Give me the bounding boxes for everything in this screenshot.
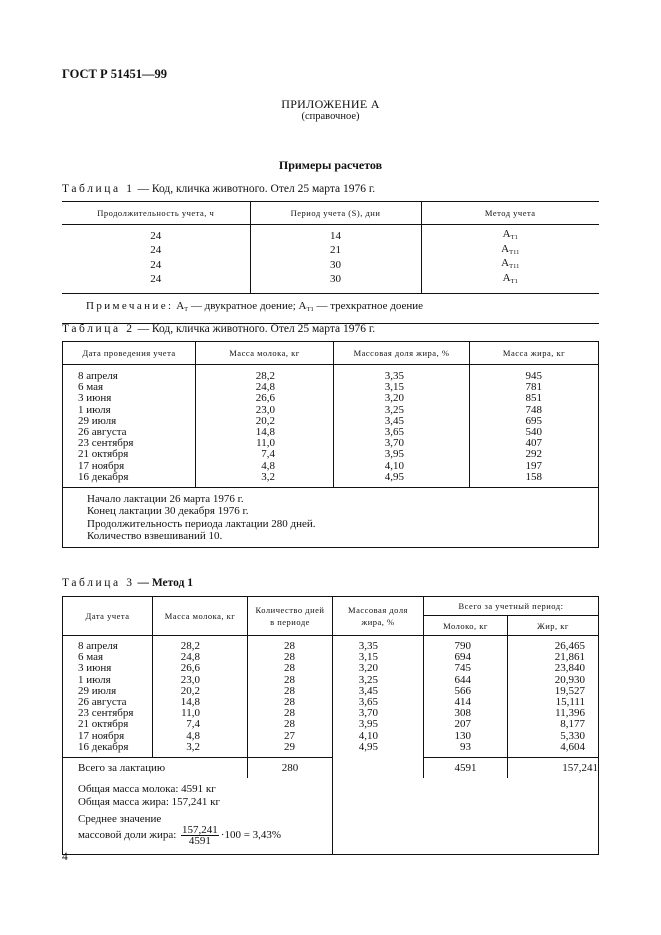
column-group-header: Всего за учетный период: — [424, 597, 599, 616]
column-header: Молоко, кг — [424, 616, 508, 636]
column-header: Массовая доля жира, % — [334, 342, 470, 365]
fat-cell: 407 — [470, 438, 599, 449]
date-cell: 6 мая — [78, 651, 104, 664]
date-cell: 6 мая — [78, 381, 104, 394]
total-fat-cell: 20,930 — [508, 675, 599, 686]
fat-pct-cell: 3,15 — [334, 382, 470, 393]
date-cell: 8 апреля — [78, 640, 118, 652]
table-row — [63, 708, 599, 719]
period-cell: 30 — [250, 273, 421, 294]
days-cell: 28 — [248, 719, 333, 730]
fat-pct-cell: 3,35 — [333, 636, 424, 653]
column-header: Масса молока, кг — [153, 597, 248, 636]
avg-label: массовой доли жира: — [78, 829, 177, 842]
method-cell — [421, 225, 599, 244]
fat-pct-cell: 3,20 — [333, 663, 424, 674]
date-cell: 1 июля — [78, 673, 111, 686]
column-header: Продолжительность учета, ч — [62, 202, 250, 225]
milk-cell: 4,8 — [153, 731, 248, 742]
total-fat-cell: 11,396 — [508, 708, 599, 719]
milk-cell: 20,2 — [153, 686, 248, 697]
milk-cell: 23,0 — [196, 405, 334, 416]
date-cell: 16 декабря — [78, 470, 129, 483]
date-cell: 29 июля — [78, 684, 117, 697]
fat-pct-cell: 4,10 — [333, 731, 424, 742]
note-text: — двукратное доение; — [190, 300, 296, 312]
total-fat-cell: 15,111 — [508, 697, 599, 708]
method-cell — [421, 258, 599, 273]
table1-caption-text: — Код, кличка животного. Отел 25 марта 1976 г. — [137, 183, 376, 195]
method-sub: T11 — [509, 248, 520, 256]
method-code: A — [502, 271, 511, 284]
duration-cell: 24 — [150, 244, 162, 256]
avg-formula — [78, 825, 598, 846]
milk-cell: 26,6 — [153, 663, 248, 674]
note-code-sub: T1 — [306, 306, 314, 313]
milk-cell: 24,8 — [153, 652, 248, 663]
fat-pct-cell: 4,95 — [333, 742, 424, 758]
table1 — [62, 201, 599, 324]
total-milk-cell: 694 — [424, 652, 508, 663]
method-code: A — [501, 257, 510, 269]
date-cell: 17 ноября — [78, 729, 125, 742]
date-cell: 17 ноября — [78, 459, 125, 472]
method-cell — [421, 244, 599, 259]
milk-cell: 20,2 — [196, 416, 334, 427]
days-cell: 29 — [248, 742, 333, 758]
fat-cell: 851 — [470, 393, 599, 404]
appendix-title: ПРИЛОЖЕНИЕ А — [281, 97, 380, 111]
days-cell: 28 — [248, 636, 333, 653]
date-cell: 1 июля — [78, 403, 111, 416]
table-row — [63, 416, 599, 427]
note-code-sub: T — [184, 306, 189, 313]
milk-cell: 7,4 — [153, 719, 248, 730]
days-cell: 27 — [248, 731, 333, 742]
milk-cell: 14,8 — [153, 697, 248, 708]
note-label: Примечание: — [86, 300, 174, 312]
period-cell: 14 — [250, 225, 421, 244]
total-days: 280 — [248, 758, 333, 779]
fat-pct-cell: 3,15 — [333, 652, 424, 663]
duration-cell: 24 — [150, 229, 162, 242]
table-row — [63, 365, 599, 383]
date-cell: 23 сентября — [78, 707, 134, 720]
date-cell: 3 июня — [78, 662, 112, 675]
table-row — [63, 438, 599, 449]
fat-pct-cell: 4,10 — [334, 461, 470, 472]
date-cell: 3 июня — [78, 392, 112, 405]
table-row — [62, 225, 599, 244]
column-header: Жир, кг — [508, 616, 599, 636]
total-milk-cell: 207 — [424, 719, 508, 730]
fat-cell: 540 — [470, 427, 599, 438]
summary-line: Продолжительность периода лактации 280 дней. — [87, 517, 316, 530]
table-row — [62, 244, 599, 259]
fat-cell: 158 — [470, 472, 599, 488]
method-sub: T1 — [510, 277, 518, 285]
milk-cell: 3,2 — [153, 742, 248, 758]
fat-pct-cell: 3,25 — [333, 675, 424, 686]
date-cell: 23 сентября — [78, 437, 134, 450]
table-row — [63, 663, 599, 674]
table-row — [63, 652, 599, 663]
table-row — [63, 461, 599, 472]
page-number: 4 — [62, 851, 68, 863]
method-code: A — [501, 242, 510, 255]
fraction — [181, 825, 219, 846]
formula-result: ·100 = 3,43% — [220, 829, 282, 842]
fat-pct-cell: 3,70 — [334, 438, 470, 449]
table2-caption-text: — Код, кличка животного. Отел 25 марта 1976 г. — [137, 323, 376, 335]
total-fat-cell: 8,177 — [508, 719, 599, 730]
date-cell: 16 декабря — [78, 740, 129, 753]
denominator: 4591 — [188, 835, 211, 848]
table3-footer — [63, 778, 599, 854]
fat-pct-cell: 4,95 — [334, 472, 470, 488]
table-row — [63, 427, 599, 438]
table2 — [62, 341, 599, 548]
fat-pct-cell: 3,65 — [334, 427, 470, 438]
table-row — [62, 258, 599, 273]
table3 — [62, 596, 599, 855]
table-row — [63, 697, 599, 708]
date-cell: 26 августа — [78, 426, 127, 439]
method-cell — [421, 273, 599, 294]
column-header: Период учета (S), дни — [250, 202, 421, 225]
table-row — [63, 382, 599, 393]
total-fat-cell: 23,840 — [508, 663, 599, 674]
table2-caption — [62, 323, 375, 335]
fat-cell: 748 — [470, 405, 599, 416]
total-fat: 157,241 — [508, 758, 599, 779]
fat-cell: 781 — [470, 382, 599, 393]
milk-cell: 26,6 — [196, 393, 334, 404]
duration-cell: 24 — [150, 273, 162, 285]
table1-caption-label: Таблица 1 — [62, 183, 135, 195]
column-header: Дата учета — [63, 597, 153, 636]
total-milk-cell: 93 — [424, 742, 508, 758]
days-cell: 28 — [248, 675, 333, 686]
date-cell: 8 апреля — [78, 370, 118, 382]
method-code: A — [502, 228, 511, 240]
section-heading: Примеры расчетов — [278, 158, 383, 172]
fat-pct-cell: 3,95 — [334, 449, 470, 460]
note-code: A — [298, 300, 307, 312]
document-header: ГОСТ Р 51451—99 — [62, 67, 168, 81]
fat-pct-cell: 3,35 — [334, 365, 470, 383]
total-milk-cell: 566 — [424, 686, 508, 697]
date-cell: 29 июля — [78, 414, 117, 427]
note-code: A — [176, 300, 185, 312]
column-header: Масса молока, кг — [196, 342, 334, 365]
total-label: Всего за лактацию — [63, 758, 248, 779]
days-cell: 28 — [248, 708, 333, 719]
total-fat-cell: 4,604 — [508, 742, 599, 758]
fat-cell: 292 — [470, 449, 599, 460]
summary-line: Начало лактации 26 марта 1976 г. — [87, 493, 244, 506]
fat-pct-cell: 3,20 — [334, 393, 470, 404]
table-row — [63, 636, 599, 653]
column-header: Массовая доля жира, % — [333, 597, 424, 636]
table-row — [63, 472, 599, 488]
table3-caption-label: Таблица 3 — [62, 577, 135, 589]
period-cell: 21 — [250, 244, 421, 259]
fat-pct-cell: 3,65 — [333, 697, 424, 708]
days-cell: 28 — [248, 663, 333, 674]
numerator: 157,241 — [182, 824, 218, 837]
table-header-row — [62, 202, 599, 225]
table3-caption-text: — Метод 1 — [137, 577, 194, 589]
fat-pct-cell: 3,45 — [334, 416, 470, 427]
total-row — [63, 758, 599, 779]
total-milk-cell: 644 — [424, 675, 508, 686]
table-row — [63, 405, 599, 416]
table-header-row — [63, 597, 599, 616]
table-row — [63, 675, 599, 686]
summary-line: Количество взвешиваний 10. — [87, 529, 223, 542]
total-milk-cell: 308 — [424, 708, 508, 719]
table-header-row — [63, 342, 599, 365]
milk-cell: 3,2 — [196, 472, 334, 488]
fat-total-line: Общая масса жира: 157,241 кг — [78, 795, 221, 808]
milk-total-line: Общая масса молока: 4591 кг — [78, 783, 216, 796]
method-sub: T11 — [509, 263, 520, 270]
total-milk-cell: 414 — [424, 697, 508, 708]
fat-cell: 197 — [470, 461, 599, 472]
duration-cell: 24 — [150, 258, 162, 271]
milk-cell: 4,8 — [196, 461, 334, 472]
total-milk: 4591 — [424, 758, 508, 779]
date-cell: 21 октября — [78, 718, 129, 731]
table3-caption — [62, 577, 193, 589]
fat-cell: 945 — [470, 365, 599, 383]
total-fat-cell: 5,330 — [508, 731, 599, 742]
total-fat-cell: 21,861 — [508, 652, 599, 663]
days-cell: 28 — [248, 686, 333, 697]
table-row — [62, 273, 599, 294]
column-header: Дата проведения учета — [63, 342, 196, 365]
total-fat-cell: 26,465 — [508, 636, 599, 653]
fat-pct-cell: 3,70 — [333, 708, 424, 719]
table-row — [63, 393, 599, 404]
milk-cell: 11,0 — [153, 708, 248, 719]
column-header: Количество дней в периоде — [248, 597, 333, 636]
table-row — [63, 449, 599, 460]
column-header: Метод учета — [421, 202, 599, 225]
table1-note — [62, 294, 599, 324]
fat-cell: 695 — [470, 416, 599, 427]
fat-pct-cell: 3,25 — [334, 405, 470, 416]
table-row — [63, 686, 599, 697]
milk-cell: 23,0 — [153, 675, 248, 686]
milk-cell: 28,2 — [196, 365, 334, 383]
fat-pct-cell: 3,45 — [333, 686, 424, 697]
date-cell: 21 октября — [78, 448, 129, 461]
table-row — [63, 742, 599, 758]
milk-cell: 11,0 — [196, 438, 334, 449]
total-milk-cell: 745 — [424, 663, 508, 674]
milk-cell: 24,8 — [196, 382, 334, 393]
period-cell: 30 — [250, 258, 421, 273]
table2-summary — [63, 488, 599, 548]
table-row — [63, 719, 599, 730]
summary-line: Конец лактации 30 декабря 1976 г. — [87, 505, 249, 518]
appendix-subtitle: (справочное) — [301, 111, 360, 122]
table-row — [63, 731, 599, 742]
total-fat-cell: 19,527 — [508, 686, 599, 697]
days-cell: 28 — [248, 697, 333, 708]
milk-cell: 7,4 — [196, 449, 334, 460]
total-milk-cell: 130 — [424, 731, 508, 742]
column-header: Масса жира, кг — [470, 342, 599, 365]
fat-pct-cell: 3,95 — [333, 719, 424, 730]
milk-cell: 28,2 — [153, 636, 248, 653]
days-cell: 28 — [248, 652, 333, 663]
milk-cell: 14,8 — [196, 427, 334, 438]
total-milk-cell: 790 — [424, 636, 508, 653]
note-text: — трехкратное доение — [316, 300, 424, 312]
date-cell: 26 августа — [78, 696, 127, 709]
method-sub: T1 — [510, 234, 518, 241]
table2-caption-label: Таблица 2 — [62, 323, 135, 335]
table1-caption — [62, 183, 375, 195]
avg-label-line: Среднее значение — [78, 812, 162, 825]
